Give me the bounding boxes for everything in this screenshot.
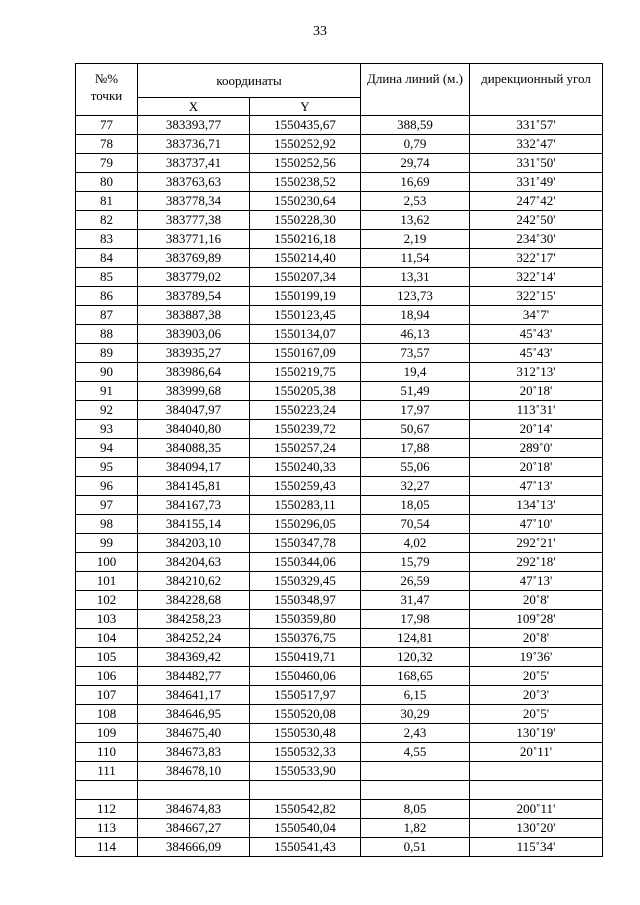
page-number: 33 (313, 24, 327, 39)
cell-directional-angle: 322˚15' (470, 287, 603, 306)
cell-line-length: 17,97 (361, 401, 470, 420)
cell-y: 1550259,43 (250, 477, 361, 496)
cell-directional-angle: 20˚11' (470, 743, 603, 762)
cell-line-length: 46,13 (361, 325, 470, 344)
cell-directional-angle: 289˚0' (470, 439, 603, 458)
cell-x: 383999,68 (138, 382, 250, 401)
cell-y: 1550216,18 (250, 230, 361, 249)
cell-directional-angle: 130˚19' (470, 724, 603, 743)
cell-line-length: 2,19 (361, 230, 470, 249)
cell-x: 384258,23 (138, 610, 250, 629)
cell-line-length (361, 781, 470, 800)
table-body (76, 116, 603, 857)
table-row (76, 458, 603, 477)
cell-line-length: 55,06 (361, 458, 470, 477)
cell-point-number: 102 (76, 591, 138, 610)
cell-line-length: 123,73 (361, 287, 470, 306)
cell-directional-angle: 34˚7' (470, 306, 603, 325)
cell-y: 1550207,34 (250, 268, 361, 287)
header-line-length: Длина линий (м.) (361, 64, 470, 116)
cell-line-length: 6,15 (361, 686, 470, 705)
cell-y: 1550359,80 (250, 610, 361, 629)
cell-line-length: 11,54 (361, 249, 470, 268)
cell-line-length: 4,55 (361, 743, 470, 762)
cell-y: 1550348,97 (250, 591, 361, 610)
cell-y: 1550252,92 (250, 135, 361, 154)
cell-directional-angle: 45˚43' (470, 325, 603, 344)
cell-directional-angle: 331˚57' (470, 116, 603, 135)
cell-y: 1550134,07 (250, 325, 361, 344)
table-row (76, 439, 603, 458)
cell-x: 384203,10 (138, 534, 250, 553)
cell-y: 1550517,97 (250, 686, 361, 705)
cell-y: 1550230,64 (250, 192, 361, 211)
cell-y: 1550329,45 (250, 572, 361, 591)
cell-point-number: 101 (76, 572, 138, 591)
table-row (76, 648, 603, 667)
cell-x: 384646,95 (138, 705, 250, 724)
table-row (76, 477, 603, 496)
cell-line-length: 0,51 (361, 838, 470, 857)
cell-directional-angle: 20˚18' (470, 458, 603, 477)
cell-directional-angle: 109˚28' (470, 610, 603, 629)
cell-line-length: 70,54 (361, 515, 470, 534)
cell-point-number: 98 (76, 515, 138, 534)
cell-y: 1550419,71 (250, 648, 361, 667)
cell-x: 384145,81 (138, 477, 250, 496)
cell-y: 1550542,82 (250, 800, 361, 819)
table-row (76, 325, 603, 344)
cell-y: 1550214,40 (250, 249, 361, 268)
cell-line-length: 16,69 (361, 173, 470, 192)
cell-y: 1550219,75 (250, 363, 361, 382)
cell-directional-angle: 292˚21' (470, 534, 603, 553)
table-row (76, 287, 603, 306)
cell-point-number: 95 (76, 458, 138, 477)
table-row (76, 363, 603, 382)
cell-directional-angle: 234˚30' (470, 230, 603, 249)
cell-y: 1550199,19 (250, 287, 361, 306)
cell-x: 383789,54 (138, 287, 250, 306)
cell-line-length: 17,98 (361, 610, 470, 629)
table-row (76, 743, 603, 762)
cell-point-number: 80 (76, 173, 138, 192)
cell-directional-angle: 331˚49' (470, 173, 603, 192)
cell-directional-angle (470, 781, 603, 800)
cell-point-number: 104 (76, 629, 138, 648)
cell-y: 1550376,75 (250, 629, 361, 648)
cell-y: 1550533,90 (250, 762, 361, 781)
cell-y: 1550228,30 (250, 211, 361, 230)
cell-x: 384673,83 (138, 743, 250, 762)
cell-y: 1550344,06 (250, 553, 361, 572)
cell-point-number: 107 (76, 686, 138, 705)
table-row (76, 591, 603, 610)
cell-x: 383769,89 (138, 249, 250, 268)
cell-y: 1550530,48 (250, 724, 361, 743)
cell-x: 384155,14 (138, 515, 250, 534)
cell-point-number: 82 (76, 211, 138, 230)
cell-line-length: 1,82 (361, 819, 470, 838)
table-row (76, 667, 603, 686)
cell-y: 1550238,52 (250, 173, 361, 192)
cell-line-length: 30,29 (361, 705, 470, 724)
cell-directional-angle: 47˚13' (470, 572, 603, 591)
cell-directional-angle: 292˚18' (470, 553, 603, 572)
table-row (76, 382, 603, 401)
cell-y: 1550240,33 (250, 458, 361, 477)
table-row (76, 762, 603, 781)
cell-x: 383763,63 (138, 173, 250, 192)
cell-y: 1550296,05 (250, 515, 361, 534)
cell-point-number: 110 (76, 743, 138, 762)
cell-x: 383777,38 (138, 211, 250, 230)
cell-x: 384675,40 (138, 724, 250, 743)
cell-x: 383887,38 (138, 306, 250, 325)
cell-point-number: 83 (76, 230, 138, 249)
cell-point-number: 87 (76, 306, 138, 325)
cell-y: 1550283,11 (250, 496, 361, 515)
header-coordinates: координаты (138, 64, 361, 98)
cell-x: 383779,02 (138, 268, 250, 287)
cell-line-length: 4,02 (361, 534, 470, 553)
table-row (76, 173, 603, 192)
cell-line-length: 2,53 (361, 192, 470, 211)
cell-y: 1550541,43 (250, 838, 361, 857)
cell-x: 384482,77 (138, 667, 250, 686)
cell-point-number: 90 (76, 363, 138, 382)
cell-line-length: 17,88 (361, 439, 470, 458)
coordinates-table (75, 63, 603, 857)
cell-directional-angle: 20˚5' (470, 705, 603, 724)
header-point-number: №% точки (76, 64, 138, 116)
table-row (76, 838, 603, 857)
cell-x: 384204,63 (138, 553, 250, 572)
cell-x: 384210,62 (138, 572, 250, 591)
cell-point-number: 96 (76, 477, 138, 496)
cell-point-number: 109 (76, 724, 138, 743)
cell-x: 384167,73 (138, 496, 250, 515)
cell-directional-angle: 134˚13' (470, 496, 603, 515)
cell-point-number: 108 (76, 705, 138, 724)
table-row (76, 344, 603, 363)
cell-directional-angle (470, 762, 603, 781)
table-row (76, 553, 603, 572)
cell-line-length: 29,74 (361, 154, 470, 173)
cell-directional-angle: 322˚17' (470, 249, 603, 268)
cell-directional-angle: 20˚14' (470, 420, 603, 439)
cell-y: 1550347,78 (250, 534, 361, 553)
cell-y: 1550460,06 (250, 667, 361, 686)
cell-x: 384674,83 (138, 800, 250, 819)
cell-point-number (76, 781, 138, 800)
cell-x: 383393,77 (138, 116, 250, 135)
cell-x: 383903,06 (138, 325, 250, 344)
cell-point-number: 105 (76, 648, 138, 667)
cell-line-length: 73,57 (361, 344, 470, 363)
table-row (76, 192, 603, 211)
table-row (76, 420, 603, 439)
table-row (76, 116, 603, 135)
cell-point-number: 112 (76, 800, 138, 819)
cell-point-number: 114 (76, 838, 138, 857)
cell-y: 1550239,72 (250, 420, 361, 439)
cell-directional-angle: 247˚42' (470, 192, 603, 211)
cell-directional-angle: 45˚43' (470, 344, 603, 363)
cell-directional-angle: 115˚34' (470, 838, 603, 857)
cell-line-length: 13,62 (361, 211, 470, 230)
cell-y: 1550520,08 (250, 705, 361, 724)
cell-point-number: 85 (76, 268, 138, 287)
cell-line-length: 19,4 (361, 363, 470, 382)
cell-point-number: 88 (76, 325, 138, 344)
cell-point-number: 94 (76, 439, 138, 458)
cell-line-length (361, 762, 470, 781)
cell-line-length: 2,43 (361, 724, 470, 743)
table-row (76, 686, 603, 705)
cell-directional-angle: 312˚13' (470, 363, 603, 382)
cell-x: 383986,64 (138, 363, 250, 382)
cell-line-length: 388,59 (361, 116, 470, 135)
table-row (76, 211, 603, 230)
cell-directional-angle: 20˚18' (470, 382, 603, 401)
cell-directional-angle: 47˚10' (470, 515, 603, 534)
cell-x: 383778,34 (138, 192, 250, 211)
cell-y: 1550205,38 (250, 382, 361, 401)
cell-x: 384667,27 (138, 819, 250, 838)
cell-y: 1550252,56 (250, 154, 361, 173)
header-directional-angle: дирекционный угол (470, 64, 603, 116)
cell-y: 1550123,45 (250, 306, 361, 325)
table-row (76, 534, 603, 553)
cell-line-length: 51,49 (361, 382, 470, 401)
header-y: Y (250, 98, 361, 116)
cell-x: 383771,16 (138, 230, 250, 249)
cell-x: 383935,27 (138, 344, 250, 363)
cell-directional-angle: 200˚11' (470, 800, 603, 819)
cell-line-length: 168,65 (361, 667, 470, 686)
table-row (76, 572, 603, 591)
cell-x: 383736,71 (138, 135, 250, 154)
cell-point-number: 99 (76, 534, 138, 553)
cell-line-length: 50,67 (361, 420, 470, 439)
table-row (76, 610, 603, 629)
table-row (76, 800, 603, 819)
cell-point-number: 89 (76, 344, 138, 363)
cell-x: 384094,17 (138, 458, 250, 477)
cell-line-length: 32,27 (361, 477, 470, 496)
table-row (76, 401, 603, 420)
cell-y: 1550257,24 (250, 439, 361, 458)
cell-directional-angle: 20˚8' (470, 591, 603, 610)
cell-line-length: 18,05 (361, 496, 470, 515)
cell-point-number: 77 (76, 116, 138, 135)
cell-point-number: 92 (76, 401, 138, 420)
cell-directional-angle: 20˚8' (470, 629, 603, 648)
cell-directional-angle: 20˚5' (470, 667, 603, 686)
cell-x: 384252,24 (138, 629, 250, 648)
cell-directional-angle: 19˚36' (470, 648, 603, 667)
cell-point-number: 113 (76, 819, 138, 838)
cell-y: 1550167,09 (250, 344, 361, 363)
cell-x: 384040,80 (138, 420, 250, 439)
cell-directional-angle: 130˚20' (470, 819, 603, 838)
cell-x: 384088,35 (138, 439, 250, 458)
table-row (76, 819, 603, 838)
cell-point-number: 106 (76, 667, 138, 686)
cell-point-number: 111 (76, 762, 138, 781)
table-row (76, 135, 603, 154)
cell-y: 1550223,24 (250, 401, 361, 420)
cell-y: 1550540,04 (250, 819, 361, 838)
table-row (76, 496, 603, 515)
cell-directional-angle: 332˚47' (470, 135, 603, 154)
cell-y: 1550532,33 (250, 743, 361, 762)
cell-point-number: 93 (76, 420, 138, 439)
cell-point-number: 79 (76, 154, 138, 173)
cell-x: 384678,10 (138, 762, 250, 781)
cell-point-number: 100 (76, 553, 138, 572)
table-row (76, 705, 603, 724)
cell-y (250, 781, 361, 800)
cell-point-number: 78 (76, 135, 138, 154)
cell-point-number: 86 (76, 287, 138, 306)
cell-x: 384641,17 (138, 686, 250, 705)
cell-point-number: 91 (76, 382, 138, 401)
cell-point-number: 84 (76, 249, 138, 268)
cell-x: 384369,42 (138, 648, 250, 667)
cell-directional-angle: 20˚3' (470, 686, 603, 705)
cell-x (138, 781, 250, 800)
cell-line-length: 124,81 (361, 629, 470, 648)
table-row (76, 249, 603, 268)
cell-line-length: 15,79 (361, 553, 470, 572)
cell-y: 1550435,67 (250, 116, 361, 135)
cell-line-length: 8,05 (361, 800, 470, 819)
cell-line-length: 31,47 (361, 591, 470, 610)
cell-line-length: 13,31 (361, 268, 470, 287)
cell-line-length: 26,59 (361, 572, 470, 591)
table-row (76, 230, 603, 249)
cell-x: 384666,09 (138, 838, 250, 857)
table-row (76, 629, 603, 648)
cell-point-number: 97 (76, 496, 138, 515)
table-row (76, 306, 603, 325)
cell-line-length: 120,32 (361, 648, 470, 667)
cell-line-length: 18,94 (361, 306, 470, 325)
cell-x: 384228,68 (138, 591, 250, 610)
table-row (76, 154, 603, 173)
header-x: X (138, 98, 250, 116)
table-row (76, 268, 603, 287)
cell-directional-angle: 113˚31' (470, 401, 603, 420)
cell-x: 383737,41 (138, 154, 250, 173)
cell-x: 384047,97 (138, 401, 250, 420)
cell-directional-angle: 47˚13' (470, 477, 603, 496)
cell-point-number: 103 (76, 610, 138, 629)
cell-directional-angle: 242˚50' (470, 211, 603, 230)
cell-line-length: 0,79 (361, 135, 470, 154)
cell-directional-angle: 331˚50' (470, 154, 603, 173)
table-row (76, 724, 603, 743)
cell-directional-angle: 322˚14' (470, 268, 603, 287)
table-row (76, 781, 603, 800)
table-row (76, 515, 603, 534)
cell-point-number: 81 (76, 192, 138, 211)
